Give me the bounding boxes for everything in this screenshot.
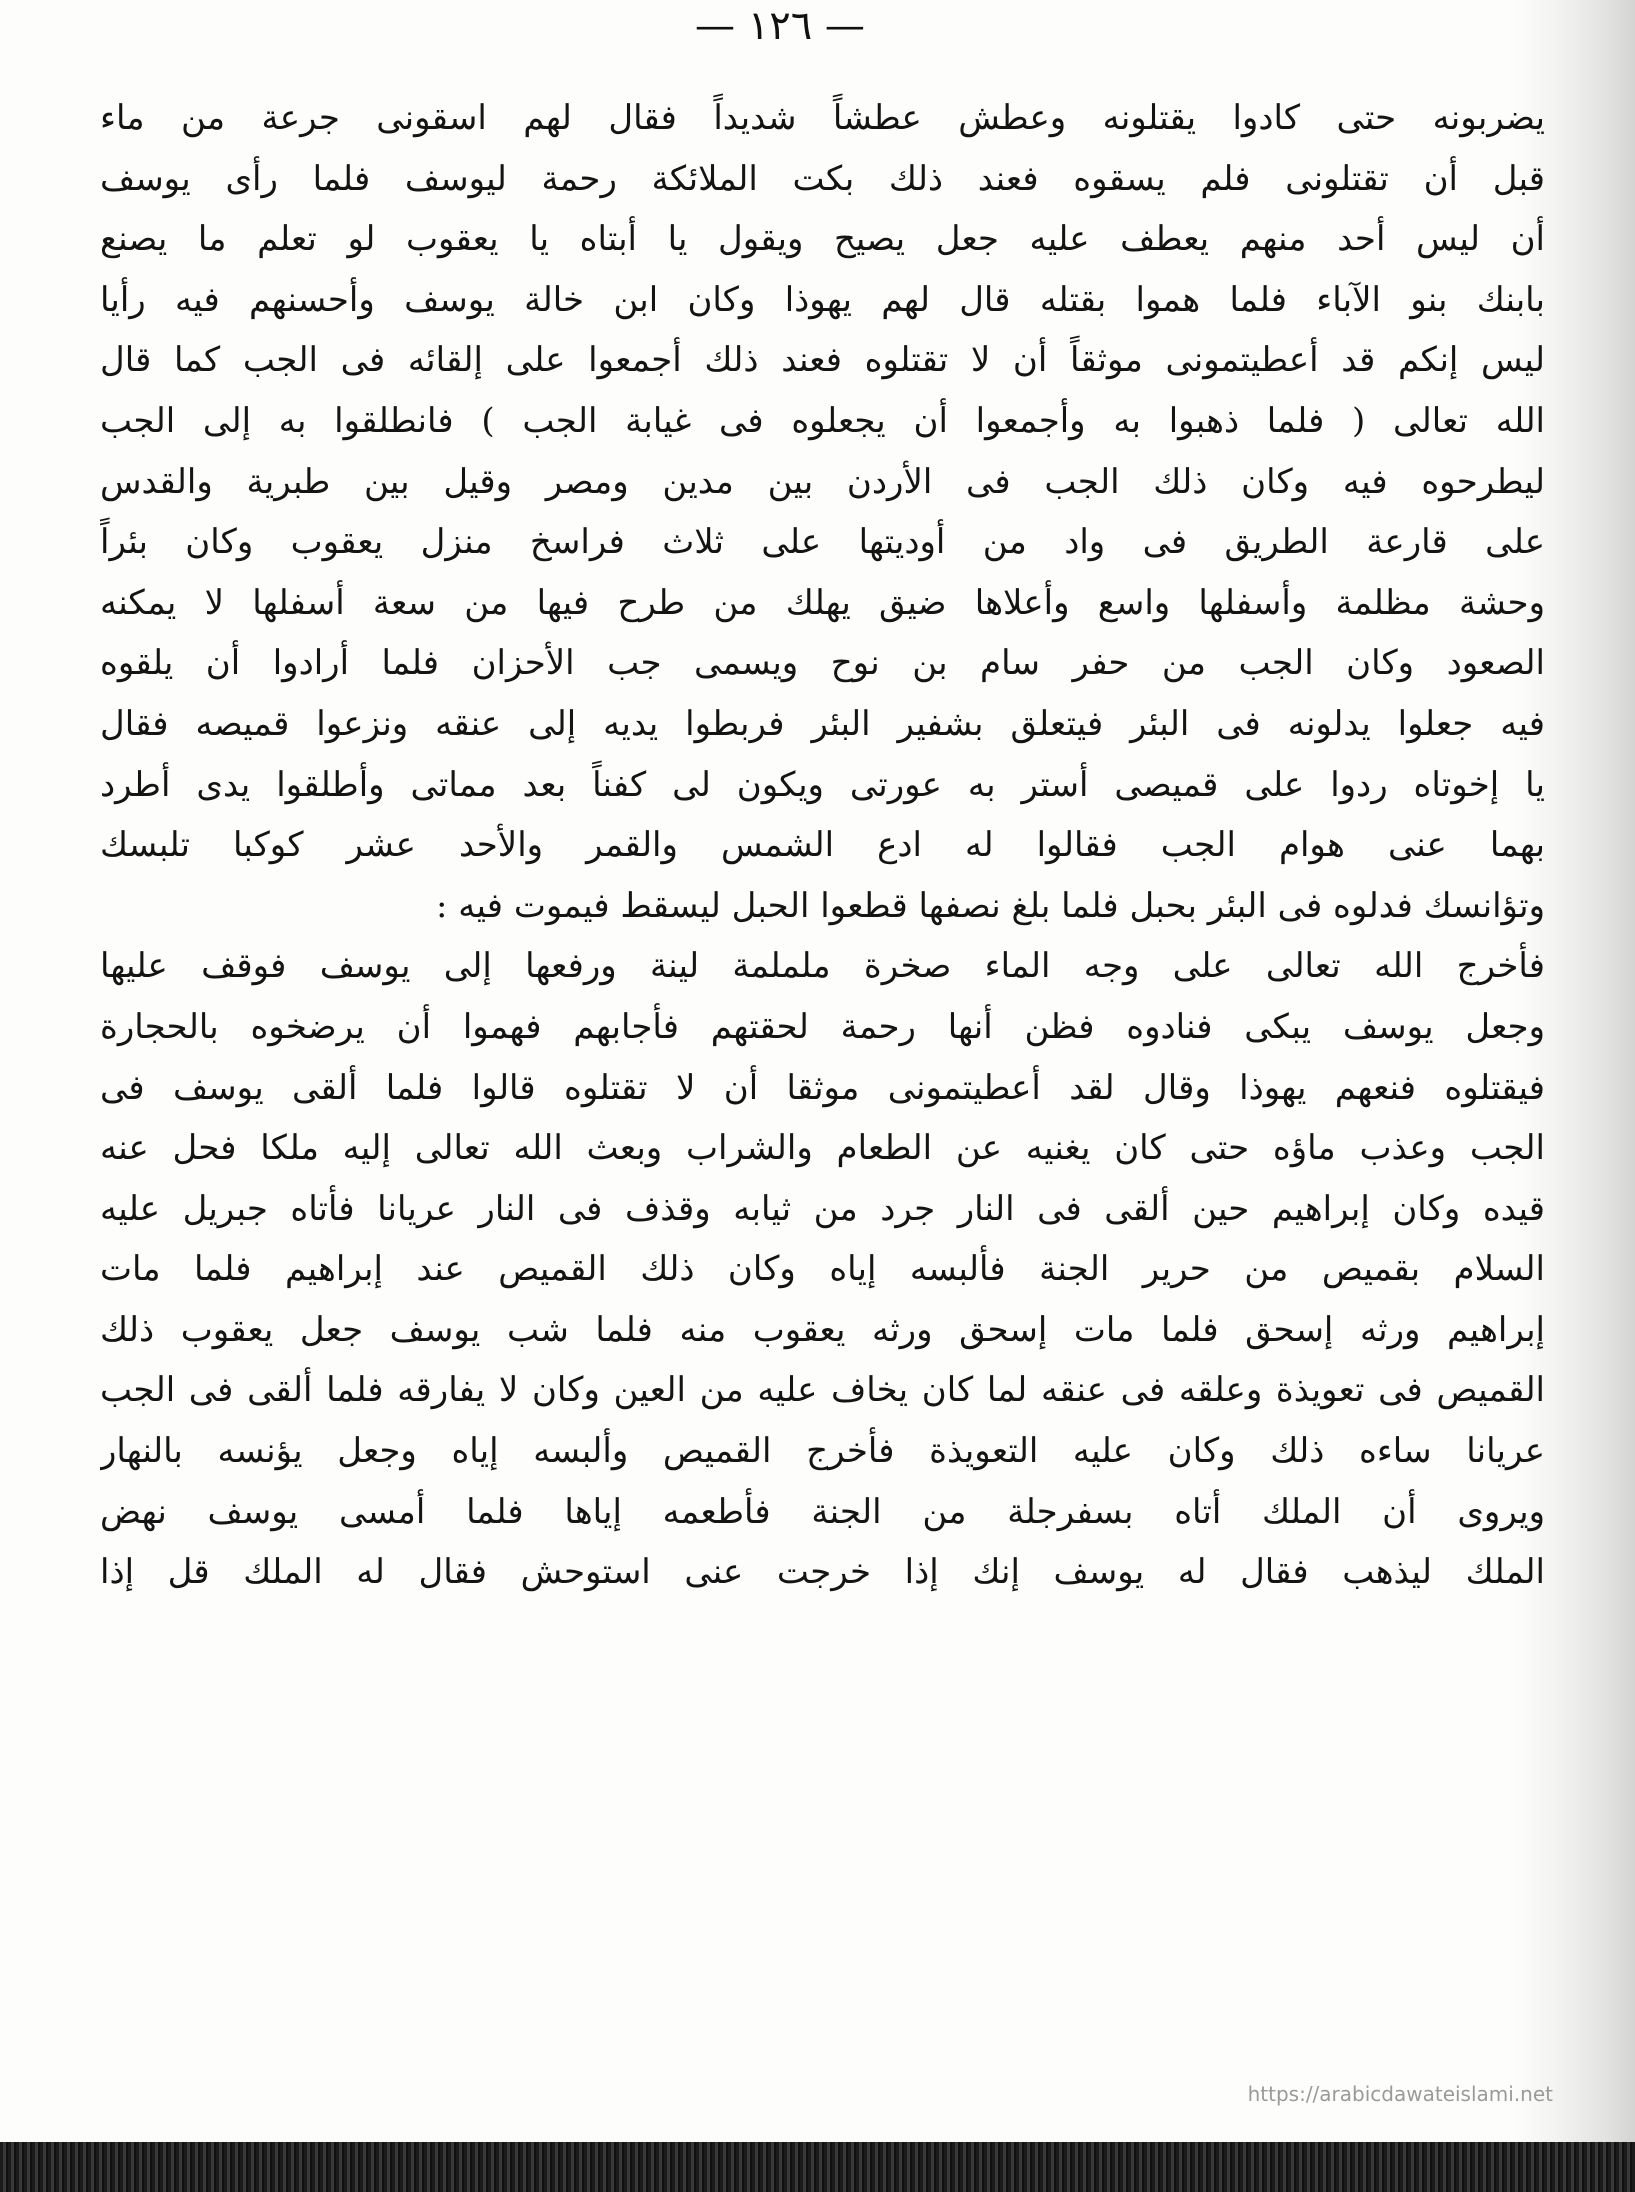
text-line: ويروى أن الملك أتاه بسفرجلة من الجنة فأطعمه إياها فلما أمسى يوسف نهض: [100, 1491, 1545, 1532]
page-number: — ١٢٦ —: [695, 3, 865, 49]
text-line: فأخرج الله تعالى على وجه الماء صخرة ململمة لينة ورفعها إلى يوسف فوقف عليها: [100, 946, 1545, 987]
text-line: قبل أن تقتلونى فلم يسقوه فعند ذلك بكت الملائكة رحمة ليوسف فلما رأى يوسف: [100, 158, 1545, 199]
text-line: الملك ليذهب فقال له يوسف إنك إذا خرجت عنى استوحش فقال له الملك قل إذا: [100, 1552, 1545, 1593]
text-line: فيه جعلوا يدلونه فى البئر فيتعلق بشفير البئر فربطوا يديه إلى عنقه ونزعوا قميصه فقال: [100, 703, 1545, 744]
watermark-url: https://arabicdawateislami.net: [1247, 2082, 1553, 2106]
text-line: أن ليس أحد منهم يعطف عليه جعل يصيح ويقول يا أبتاه يا يعقوب لو تعلم ما يصنع: [100, 219, 1545, 260]
text-line: يضربونه حتى كادوا يقتلونه وعطش عطشاً شديداً فقال لهم اسقونى جرعة من ماء: [100, 98, 1545, 138]
text-line: ليطرحوه فيه وكان ذلك الجب فى الأردن بين مدين ومصر وقيل بين طبرية والقدس: [100, 461, 1545, 502]
text-line: وتؤانسك فدلوه فى البئر بحبل فلما بلغ نصفها قطعوا الحبل ليسقط فيموت فيه :: [436, 885, 1545, 926]
text-line: بابنك بنو الآباء فلما هموا بقتله قال لهم يهوذا وكان ابن خالة يوسف وأحسنهم فيه رأيا: [100, 279, 1545, 320]
scan-edge: [0, 2142, 1635, 2192]
text-line: بهما عنى هوام الجب فقالوا له ادع الشمس والقمر والأحد عشر كوكبا تلبسك: [100, 825, 1545, 866]
text-line: ليس إنكم قد أعطيتمونى موثقاً أن لا تقتلوه فعند ذلك أجمعوا على إلقائه فى الجب كما قال: [100, 340, 1545, 381]
text-line: يا إخوتاه ردوا على قميصى أستر به عورتى ويكون لى كفناً بعد مماتى وأطلقوا يدى أطرد: [100, 764, 1545, 805]
text-line: القميص فى تعويذة وعلقه فى عنقه لما كان يخاف عليه من العين وكان لا يفارقه فلما ألقى فى الجب: [100, 1370, 1545, 1411]
body-text: [100, 88, 1545, 1603]
text-line: على قارعة الطريق فى واد من أوديتها على ثلاث فراسخ منزل يعقوب وكان بئراً: [100, 522, 1545, 563]
text-line: الله تعالى ( فلما ذهبوا به وأجمعوا أن يجعلوه فى غيابة الجب ) فانطلقوا به إلى الجب: [100, 400, 1545, 441]
text-line: فيقتلوه فنعهم يهوذا وقال لقد أعطيتمونى موثقا أن لا تقتلوه قالوا فلما ألقى يوسف فى: [100, 1067, 1545, 1108]
text-line: إبراهيم ورثه إسحق فلما مات إسحق ورثه يعقوب منه فلما شب يوسف جعل يعقوب ذلك: [100, 1309, 1545, 1350]
text-line: السلام بقميص من حرير الجنة فألبسه إياه وكان ذلك القميص عند إبراهيم فلما مات: [100, 1249, 1545, 1290]
text-line: الصعود وكان الجب من حفر سام بن نوح ويسمى جب الأحزان فلما أرادوا أن يلقوه: [100, 643, 1545, 684]
text-line: وجعل يوسف يبكى فنادوه فظن أنها رحمة لحقتهم فأجابهم فهموا أن يرضخوه بالحجارة: [100, 1006, 1545, 1047]
text-line: الجب وعذب ماؤه حتى كان يغنيه عن الطعام والشراب وبعث الله تعالى إليه ملكا فحل عنه: [100, 1128, 1545, 1169]
text-line: وحشة مظلمة وأسفلها واسع وأعلاها ضيق يهلك من طرح فيها من سعة أسفلها لا يمكنه: [100, 582, 1545, 623]
text-line: قيده وكان إبراهيم حين ألقى فى النار جرد من ثيابه وقذف فى النار عريانا فأتاه جبريل عليه: [100, 1188, 1545, 1229]
text-line: عريانا ساءه ذلك وكان عليه التعويذة فأخرج القميص وألبسه إياه وجعل يؤنسه بالنهار: [100, 1431, 1545, 1472]
